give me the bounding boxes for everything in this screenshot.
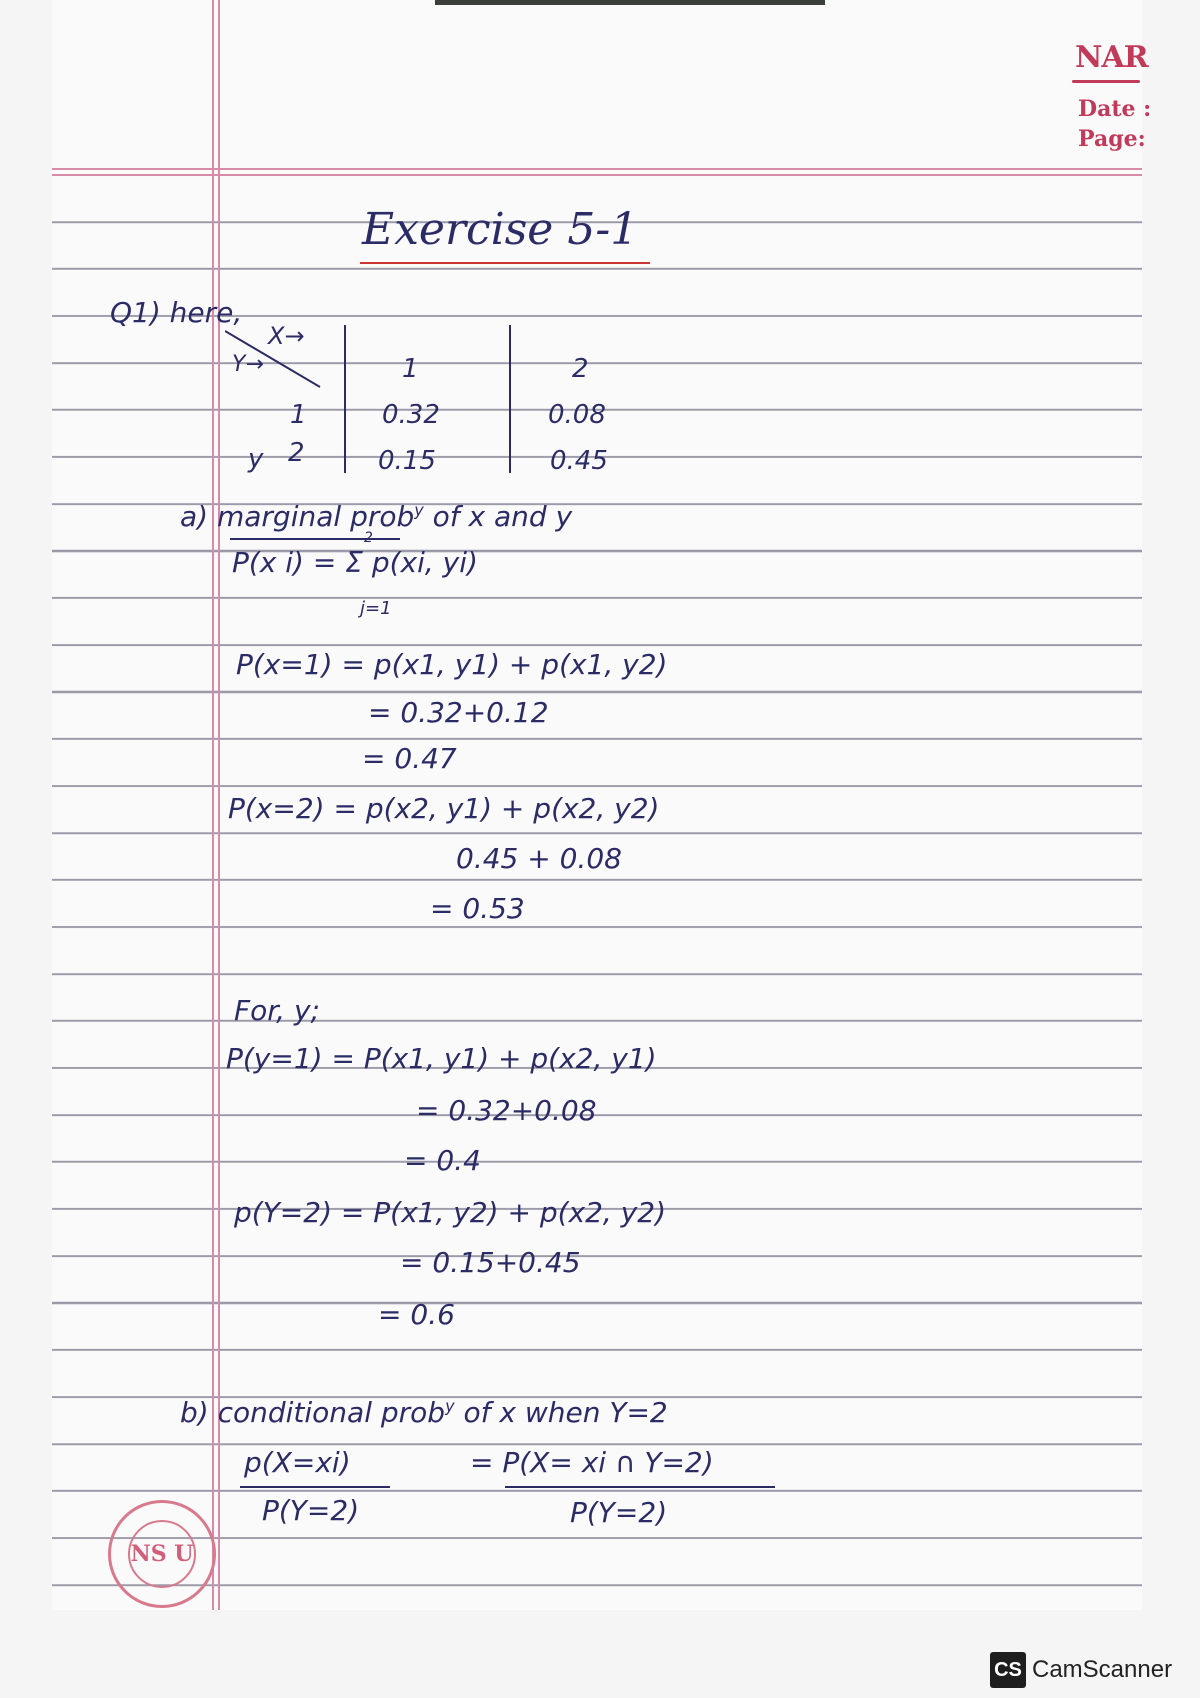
camscanner-watermark: CamScanner [1032, 1656, 1173, 1683]
marginal-formula: P(x i) = Σ p(xi, yi) [232, 546, 478, 579]
part-a-heading-text: a) marginal prob [180, 500, 415, 533]
conditional-lhs-numerator: p(X=xi) [244, 1446, 351, 1479]
py1-result: = 0.4 [404, 1144, 481, 1177]
part-a-underline [230, 538, 400, 540]
part-b-heading [180, 1396, 668, 1429]
px2-result: = 0.53 [430, 892, 525, 925]
py1-line-2: = 0.32+0.08 [416, 1094, 597, 1127]
margin-line-vertical [212, 0, 220, 1610]
px2-line-1: P(x=2) = p(x2, y1) + p(x2, y2) [228, 792, 660, 825]
col-header-2: 2 [572, 354, 589, 384]
part-a-heading-sup: y [414, 500, 424, 520]
date-label: Date : [1078, 96, 1152, 122]
cell-2-1: 0.15 [378, 446, 436, 476]
py2-result: = 0.6 [378, 1298, 455, 1331]
part-a-heading [180, 500, 572, 533]
row-label-1: 1 [290, 400, 307, 430]
part-b-heading-text: b) conditional prob [180, 1396, 446, 1429]
brand-logo: NAR [1075, 40, 1148, 75]
margin-line-horizontal-2 [52, 174, 1142, 176]
part-b-heading-tail: of x when Y=2 [463, 1396, 668, 1429]
px1-line-2: = 0.32+0.12 [368, 696, 549, 729]
px1-result: = 0.47 [362, 742, 457, 775]
conditional-rhs-numerator: = P(X= xi ∩ Y=2) [470, 1446, 714, 1479]
stationery-seal [108, 1500, 216, 1608]
page-title: Exercise 5-1 [362, 204, 639, 255]
py1-line-1: P(y=1) = P(x1, y1) + p(x2, y1) [226, 1042, 657, 1075]
rhs-fraction-bar [505, 1486, 775, 1488]
px1-line-1: P(x=1) = p(x1, y1) + p(x1, y2) [236, 648, 668, 681]
formula-lower-limit: j=1 [360, 598, 392, 619]
cell-1-1: 0.32 [382, 400, 440, 430]
px2-line-2: 0.45 + 0.08 [456, 842, 622, 875]
cell-2-2: 0.45 [550, 446, 608, 476]
lhs-fraction-bar [240, 1486, 390, 1488]
title-underline [360, 262, 650, 264]
scan-edge [435, 0, 825, 5]
for-y-label: For, y; [234, 994, 320, 1027]
margin-line-horizontal [52, 168, 1142, 170]
cell-1-2: 0.08 [548, 400, 606, 430]
camscanner-icon: CS [990, 1652, 1026, 1688]
conditional-rhs-denominator: P(Y=2) [570, 1496, 668, 1529]
part-a-heading-tail: of x and y [432, 500, 573, 533]
brand-underline [1072, 80, 1140, 83]
formula-upper-limit: 2 [364, 530, 373, 546]
seal-monogram: NS U [128, 1520, 196, 1588]
row-label-2: 2 [288, 438, 305, 468]
part-b-heading-sup: y [445, 1396, 455, 1416]
corner-y-label: Y→ [232, 352, 264, 377]
corner-x-label: X→ [268, 322, 305, 350]
row-y-label: y [248, 444, 264, 474]
py2-line-1: p(Y=2) = P(x1, y2) + p(x2, y2) [234, 1196, 667, 1229]
conditional-lhs-denominator: P(Y=2) [262, 1494, 360, 1527]
page-label: Page: [1078, 126, 1146, 152]
py2-line-2: = 0.15+0.45 [400, 1246, 581, 1279]
question-label: Q1) here, [110, 296, 243, 329]
col-header-1: 1 [402, 354, 419, 384]
